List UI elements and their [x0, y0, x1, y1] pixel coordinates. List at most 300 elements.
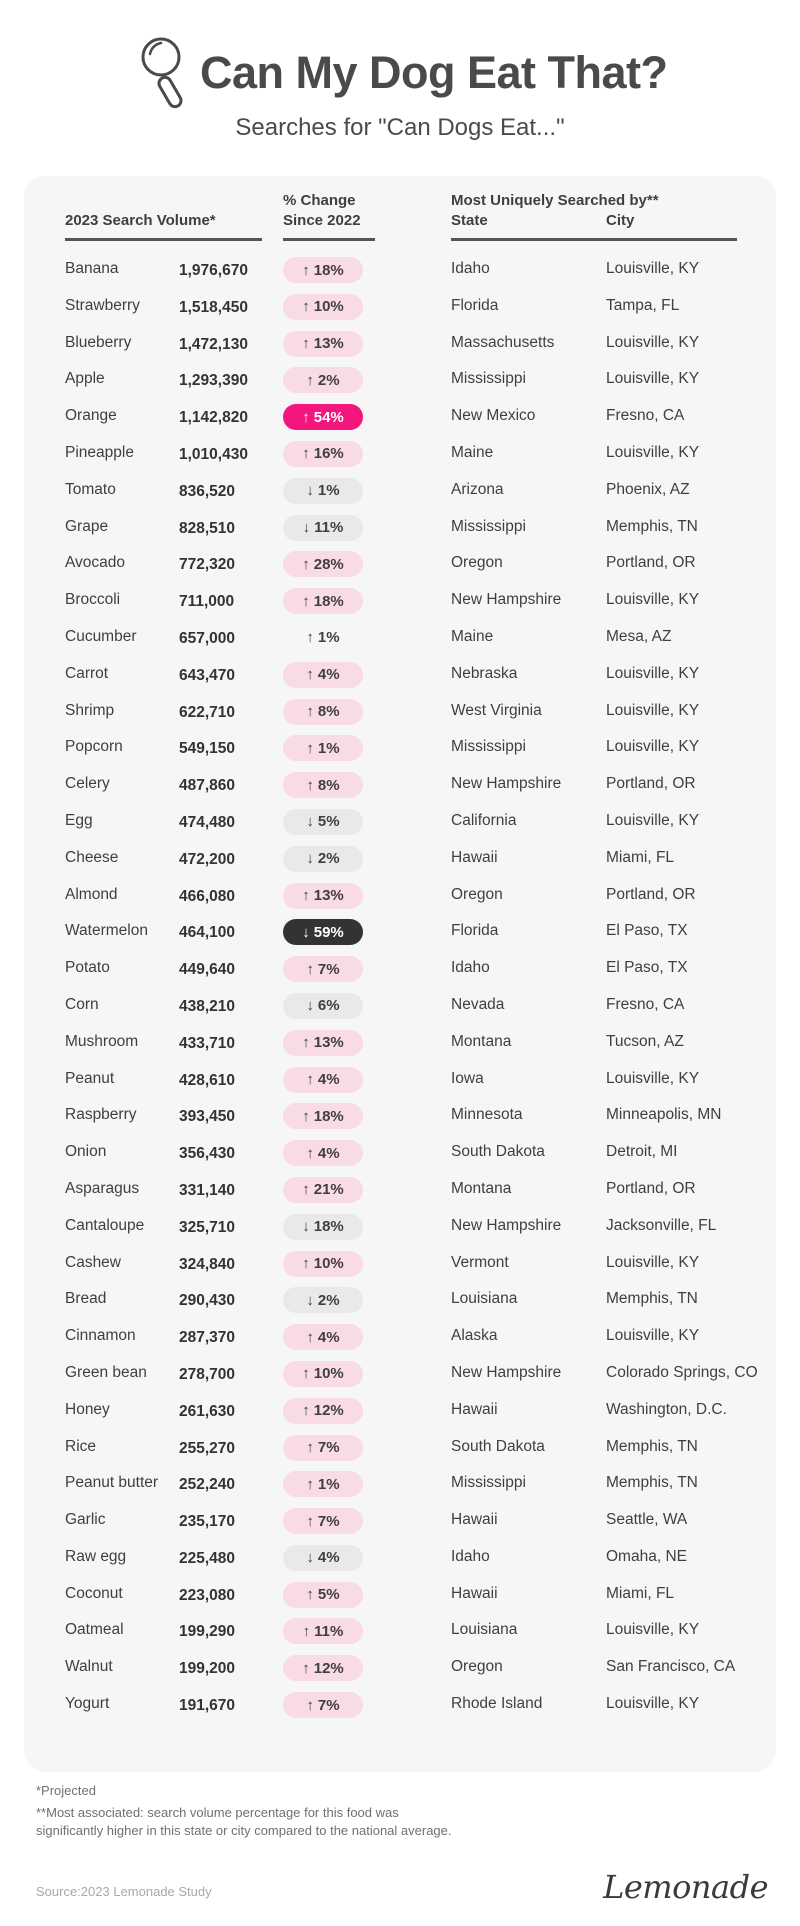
state-name: Florida [451, 922, 499, 940]
change-value: 10% [313, 298, 344, 316]
table-row [24, 361, 776, 398]
city-name: Louisville, KY [606, 1069, 700, 1087]
food-name: Corn [65, 995, 99, 1013]
state-name: New Mexico [451, 407, 536, 425]
page-title: Can My Dog Eat That? [200, 47, 668, 98]
arrow-up-icon: ↑ [302, 592, 310, 610]
arrow-down-icon: ↓ [306, 813, 314, 831]
change-badge [283, 441, 363, 467]
header-most-unique: Most Uniquely Searched by** [451, 192, 659, 209]
arrow-up-icon: ↑ [302, 1365, 310, 1383]
arrow-up-icon: ↑ [306, 1328, 314, 1346]
change-badge [283, 809, 363, 835]
arrow-up-icon: ↑ [302, 1402, 310, 1420]
state-name: Mississippi [451, 738, 526, 756]
header-search-volume: 2023 Search Volume* [65, 212, 216, 229]
search-volume: 393,450 [179, 1108, 236, 1126]
change-badge [283, 1324, 363, 1350]
food-name: Almond [65, 885, 118, 903]
food-name: Cantaloupe [65, 1216, 145, 1234]
food-name: Broccoli [65, 591, 121, 609]
arrow-up-icon: ↑ [306, 960, 314, 978]
change-value: 11% [314, 519, 344, 537]
arrow-up-icon: ↑ [306, 1696, 314, 1714]
change-badge [283, 588, 363, 614]
food-name: Raw egg [65, 1547, 127, 1565]
food-name: Peanut butter [65, 1474, 159, 1492]
state-name: California [451, 811, 517, 829]
food-name: Strawberry [65, 296, 140, 314]
table-row [24, 1539, 776, 1576]
search-volume: 191,670 [179, 1697, 236, 1715]
state-name: South Dakota [451, 1437, 545, 1455]
table-row [24, 840, 776, 877]
food-name: Rice [65, 1437, 97, 1455]
header-change-line2: Since 2022 [283, 212, 361, 229]
search-volume: 290,430 [179, 1292, 236, 1310]
change-badge [283, 294, 363, 320]
change-value: 13% [313, 335, 344, 353]
table-row [24, 693, 776, 730]
change-badge [283, 551, 363, 577]
search-volume: 549,150 [179, 740, 236, 758]
table-row [24, 325, 776, 362]
search-volume: 657,000 [179, 629, 236, 647]
food-name: Popcorn [65, 738, 123, 756]
search-volume: 464,100 [179, 924, 236, 942]
search-volume: 1,010,430 [179, 445, 248, 463]
change-value: 8% [317, 776, 340, 794]
change-value: 11% [314, 1622, 344, 1640]
table-row [24, 1576, 776, 1613]
arrow-up-icon: ↑ [302, 1034, 310, 1052]
change-value: 16% [313, 445, 344, 463]
state-name: New Hampshire [451, 1363, 562, 1381]
food-name: Peanut [65, 1069, 115, 1087]
search-volume: 1,976,670 [179, 262, 248, 279]
arrow-up-icon: ↑ [302, 1181, 310, 1199]
change-badge [283, 1361, 363, 1387]
change-badge [283, 1140, 363, 1166]
search-volume: 772,320 [179, 556, 236, 574]
change-value: 1% [317, 739, 340, 757]
arrow-up-icon: ↑ [302, 261, 310, 279]
food-name: Cinnamon [65, 1327, 136, 1345]
table-row [24, 435, 776, 472]
city-name: Louisville, KY [606, 260, 700, 277]
city-name: Seattle, WA [606, 1511, 688, 1529]
header-state: State [451, 212, 488, 229]
city-name: Louisville, KY [606, 811, 700, 829]
table-row [24, 877, 776, 914]
state-name: Mississippi [451, 370, 526, 388]
change-badge [283, 883, 363, 909]
arrow-up-icon: ↑ [306, 739, 314, 757]
change-badge [283, 1030, 363, 1056]
city-name: Louisville, KY [606, 1327, 700, 1345]
food-name: Celery [65, 775, 110, 793]
city-name: Minneapolis, MN [606, 1106, 722, 1124]
search-volume: 261,630 [179, 1402, 236, 1420]
change-value: 12% [313, 1402, 344, 1420]
table-row [24, 1245, 776, 1282]
state-name: West Virginia [451, 701, 542, 719]
table-row [24, 1134, 776, 1171]
food-name: Grape [65, 517, 109, 535]
food-name: Carrot [65, 664, 109, 682]
change-badge [283, 662, 363, 688]
arrow-down-icon: ↓ [302, 923, 310, 941]
footnote-associated-line2: significantly higher in this state or city compared to the national average. [36, 1823, 452, 1838]
arrow-up-icon: ↑ [302, 408, 310, 426]
arrow-up-icon: ↑ [302, 1107, 310, 1125]
table-row [24, 913, 776, 950]
food-name: Shrimp [65, 701, 115, 719]
change-value: 6% [317, 997, 340, 1015]
change-value: 2% [317, 371, 340, 389]
food-name: Pineapple [65, 443, 134, 461]
header [0, 34, 800, 154]
search-volume: 356,430 [179, 1145, 236, 1163]
state-name: Florida [451, 296, 499, 314]
city-name: Tucson, AZ [606, 1032, 684, 1050]
search-volume: 428,610 [179, 1071, 236, 1089]
change-value: 1% [317, 629, 340, 647]
search-volume: 324,840 [179, 1255, 236, 1273]
arrow-up-icon: ↑ [306, 1144, 314, 1162]
city-name: Louisville, KY [606, 738, 700, 756]
table-row [24, 803, 776, 840]
state-name: Montana [451, 1032, 512, 1050]
arrow-down-icon: ↓ [302, 1218, 310, 1236]
table-row [24, 766, 776, 803]
food-name: Cheese [65, 848, 119, 866]
food-name: Walnut [65, 1658, 113, 1676]
state-name: Oregon [451, 1658, 503, 1676]
table-row [24, 1097, 776, 1134]
table-row [24, 1429, 776, 1466]
city-name: Louisville, KY [606, 1695, 700, 1713]
food-name: Yogurt [65, 1695, 110, 1713]
search-volume: 1,293,390 [179, 372, 248, 390]
change-badge [283, 331, 363, 357]
arrow-up-icon: ↑ [306, 629, 314, 647]
change-badge [283, 1214, 363, 1240]
page-subtitle: Searches for "Can Dogs Eat..." [235, 114, 565, 141]
search-volume: 1,472,130 [179, 335, 248, 353]
title-group [138, 34, 668, 112]
state-name: New Hampshire [451, 775, 562, 793]
table-row [24, 251, 776, 288]
table-row [24, 1355, 776, 1392]
change-badge [283, 956, 363, 982]
food-name: Avocado [65, 554, 126, 572]
city-name: Louisville, KY [606, 1253, 700, 1271]
change-badge [283, 1508, 363, 1534]
state-name: Oregon [451, 885, 503, 903]
food-name: Potato [65, 959, 110, 977]
change-badge [283, 772, 363, 798]
change-badge [283, 1435, 363, 1461]
search-volume: 449,640 [179, 961, 236, 979]
change-badge [283, 699, 363, 725]
change-value: 5% [317, 813, 340, 831]
city-name: Colorado Springs, CO [606, 1363, 758, 1381]
change-badge [283, 367, 363, 393]
arrow-up-icon: ↑ [306, 703, 314, 721]
food-name: Onion [65, 1143, 107, 1161]
change-badge [283, 625, 363, 651]
arrow-up-icon: ↑ [306, 371, 314, 389]
state-name: Oregon [451, 554, 503, 572]
change-badge [283, 1545, 363, 1571]
change-value: 10% [313, 1255, 344, 1273]
table-row [24, 582, 776, 619]
change-value: 28% [313, 555, 344, 573]
city-name: Omaha, NE [606, 1547, 687, 1565]
state-name: Hawaii [451, 1511, 498, 1529]
arrow-up-icon: ↑ [302, 1622, 311, 1640]
arrow-down-icon: ↓ [306, 850, 314, 868]
food-name: Tomato [65, 480, 116, 498]
change-value: 10% [313, 1365, 344, 1383]
table-row [24, 1686, 776, 1723]
food-name: Raspberry [65, 1106, 137, 1124]
change-value: 18% [313, 1218, 344, 1236]
city-name: Memphis, TN [606, 1474, 698, 1492]
arrow-up-icon: ↑ [306, 776, 314, 794]
food-name: Asparagus [65, 1179, 140, 1197]
table-row [24, 1502, 776, 1539]
state-name: Nebraska [451, 664, 518, 682]
search-volume: 199,200 [179, 1660, 236, 1678]
source-note: Source:2023 Lemonade Study [36, 1884, 212, 1899]
food-name: Cucumber [65, 627, 137, 645]
table-row [24, 656, 776, 693]
data-table [24, 176, 776, 1772]
city-name: Phoenix, AZ [606, 480, 690, 498]
state-name: Hawaii [451, 848, 498, 866]
arrow-up-icon: ↑ [306, 1512, 314, 1530]
change-badge [283, 1067, 363, 1093]
food-name: Mushroom [65, 1032, 139, 1050]
state-name: Iowa [451, 1069, 484, 1087]
arrow-up-icon: ↑ [302, 555, 310, 573]
search-volume: 472,200 [179, 850, 236, 868]
search-volume: 225,480 [179, 1549, 236, 1567]
city-name: El Paso, TX [606, 959, 688, 977]
table-row [24, 1171, 776, 1208]
arrow-up-icon: ↑ [306, 666, 314, 684]
change-badge [283, 1655, 363, 1681]
change-badge [283, 993, 363, 1019]
change-badge [283, 919, 363, 945]
city-name: Washington, D.C. [606, 1400, 727, 1418]
brand-logo: Lemonade [603, 1868, 768, 1906]
change-value: 4% [317, 666, 340, 684]
change-badge [283, 1618, 363, 1644]
change-value: 7% [317, 1512, 340, 1530]
change-badge [283, 846, 363, 872]
food-name: Bread [65, 1290, 107, 1308]
footnotes [36, 1782, 452, 1840]
change-value: 12% [313, 1659, 344, 1677]
arrow-down-icon: ↓ [306, 1291, 314, 1309]
change-value: 54% [313, 408, 344, 426]
search-volume: 487,860 [179, 777, 236, 795]
state-name: Vermont [451, 1253, 509, 1271]
arrow-up-icon: ↑ [302, 445, 310, 463]
city-name: Portland, OR [606, 554, 696, 572]
state-name: Mississippi [451, 1474, 526, 1492]
city-name: Louisville, KY [606, 333, 700, 351]
search-volume: 1,518,450 [179, 298, 248, 316]
state-name: Rhode Island [451, 1695, 543, 1713]
search-volume: 836,520 [179, 482, 236, 500]
search-volume: 828,510 [179, 519, 236, 537]
change-badge [283, 1582, 363, 1608]
state-name: Alaska [451, 1327, 498, 1345]
food-name: Coconut [65, 1584, 123, 1602]
city-name: Louisville, KY [606, 591, 700, 609]
table-row [24, 398, 776, 435]
state-name: South Dakota [451, 1143, 545, 1161]
food-name: Cashew [65, 1253, 121, 1271]
state-name: Massachusetts [451, 333, 555, 351]
table-row [24, 1649, 776, 1686]
city-name: Memphis, TN [606, 1437, 698, 1455]
arrow-up-icon: ↑ [302, 1659, 310, 1677]
table-row [24, 729, 776, 766]
change-badge [283, 478, 363, 504]
search-volume: 711,000 [179, 593, 235, 611]
food-name: Banana [65, 260, 119, 277]
change-value: 8% [317, 703, 340, 721]
search-volume: 433,710 [179, 1034, 236, 1052]
change-value: 13% [313, 887, 344, 905]
city-name: Fresno, CA [606, 407, 685, 425]
search-volume: 278,700 [179, 1365, 236, 1383]
city-name: El Paso, TX [606, 922, 688, 940]
state-name: Louisiana [451, 1621, 518, 1639]
search-volume: 1,142,820 [179, 409, 248, 427]
change-value: 13% [313, 1034, 344, 1052]
table-row [24, 1612, 776, 1649]
state-name: New Hampshire [451, 1216, 562, 1234]
state-name: Mississippi [451, 517, 526, 535]
city-name: Memphis, TN [606, 517, 698, 535]
search-volume: 235,170 [179, 1513, 236, 1531]
header-divider-unique [451, 238, 737, 241]
search-volume: 325,710 [179, 1218, 236, 1236]
city-name: Fresno, CA [606, 995, 685, 1013]
food-name: Green bean [65, 1363, 147, 1381]
state-name: Minnesota [451, 1106, 523, 1124]
table-body [24, 251, 776, 1723]
state-name: Idaho [451, 260, 490, 277]
city-name: Louisville, KY [606, 370, 700, 388]
state-name: Arizona [451, 480, 504, 498]
arrow-up-icon: ↑ [302, 1255, 310, 1273]
footnote-projected: *Projected [36, 1783, 96, 1798]
change-badge [283, 1471, 363, 1497]
table-row [24, 1465, 776, 1502]
food-name: Blueberry [65, 333, 132, 351]
food-name: Garlic [65, 1511, 106, 1529]
city-name: Portland, OR [606, 775, 696, 793]
table-row [24, 509, 776, 546]
change-value: 2% [317, 1291, 340, 1309]
change-value: 2% [317, 850, 340, 868]
change-badge [283, 515, 363, 541]
table-row [24, 472, 776, 509]
arrow-up-icon: ↑ [306, 1586, 314, 1604]
change-badge [283, 1251, 363, 1277]
search-volume: 438,210 [179, 997, 236, 1015]
search-volume: 287,370 [179, 1329, 236, 1347]
table-row [24, 1318, 776, 1355]
change-badge [283, 257, 363, 283]
footnote-associated-line1: **Most associated: search volume percentage for this food was [36, 1805, 399, 1820]
change-value: 7% [317, 1696, 340, 1714]
state-name: Hawaii [451, 1400, 498, 1418]
change-value: 18% [313, 592, 344, 610]
search-volume: 255,270 [179, 1439, 236, 1457]
change-badge [283, 1692, 363, 1718]
arrow-up-icon: ↑ [302, 298, 310, 316]
city-name: Detroit, MI [606, 1143, 678, 1161]
search-volume: 199,290 [179, 1623, 236, 1641]
change-value: 59% [313, 923, 344, 941]
city-name: Memphis, TN [606, 1290, 698, 1308]
change-value: 18% [313, 1107, 344, 1125]
header-divider-change [283, 238, 375, 241]
food-name: Oatmeal [65, 1621, 124, 1639]
city-name: Miami, FL [606, 1584, 675, 1602]
state-name: Nevada [451, 995, 505, 1013]
search-volume: 252,240 [179, 1476, 236, 1494]
search-volume: 223,080 [179, 1586, 236, 1604]
city-name: Portland, OR [606, 885, 696, 903]
city-name: Tampa, FL [606, 296, 680, 314]
table-row [24, 1061, 776, 1098]
city-name: Louisville, KY [606, 664, 700, 682]
state-name: Maine [451, 627, 494, 645]
city-name: Louisville, KY [606, 701, 700, 719]
header-divider-volume [65, 238, 262, 241]
arrow-up-icon: ↑ [302, 335, 310, 353]
table-row [24, 545, 776, 582]
change-value: 18% [313, 261, 344, 279]
search-volume: 643,470 [179, 666, 236, 684]
header-change-line1: % Change [283, 192, 356, 209]
arrow-down-icon: ↓ [302, 519, 311, 537]
table-row [24, 1024, 776, 1061]
state-name: Idaho [451, 959, 490, 977]
table-row [24, 1281, 776, 1318]
city-name: Miami, FL [606, 848, 675, 866]
city-name: Portland, OR [606, 1179, 696, 1197]
table-row [24, 1208, 776, 1245]
arrow-up-icon: ↑ [302, 887, 310, 905]
city-name: Louisville, KY [606, 443, 700, 461]
food-name: Egg [65, 811, 93, 829]
search-volume: 466,080 [179, 887, 236, 905]
change-value: 4% [317, 1144, 340, 1162]
table-row [24, 288, 776, 325]
magnifying-glass-icon [138, 34, 188, 112]
table-row [24, 987, 776, 1024]
